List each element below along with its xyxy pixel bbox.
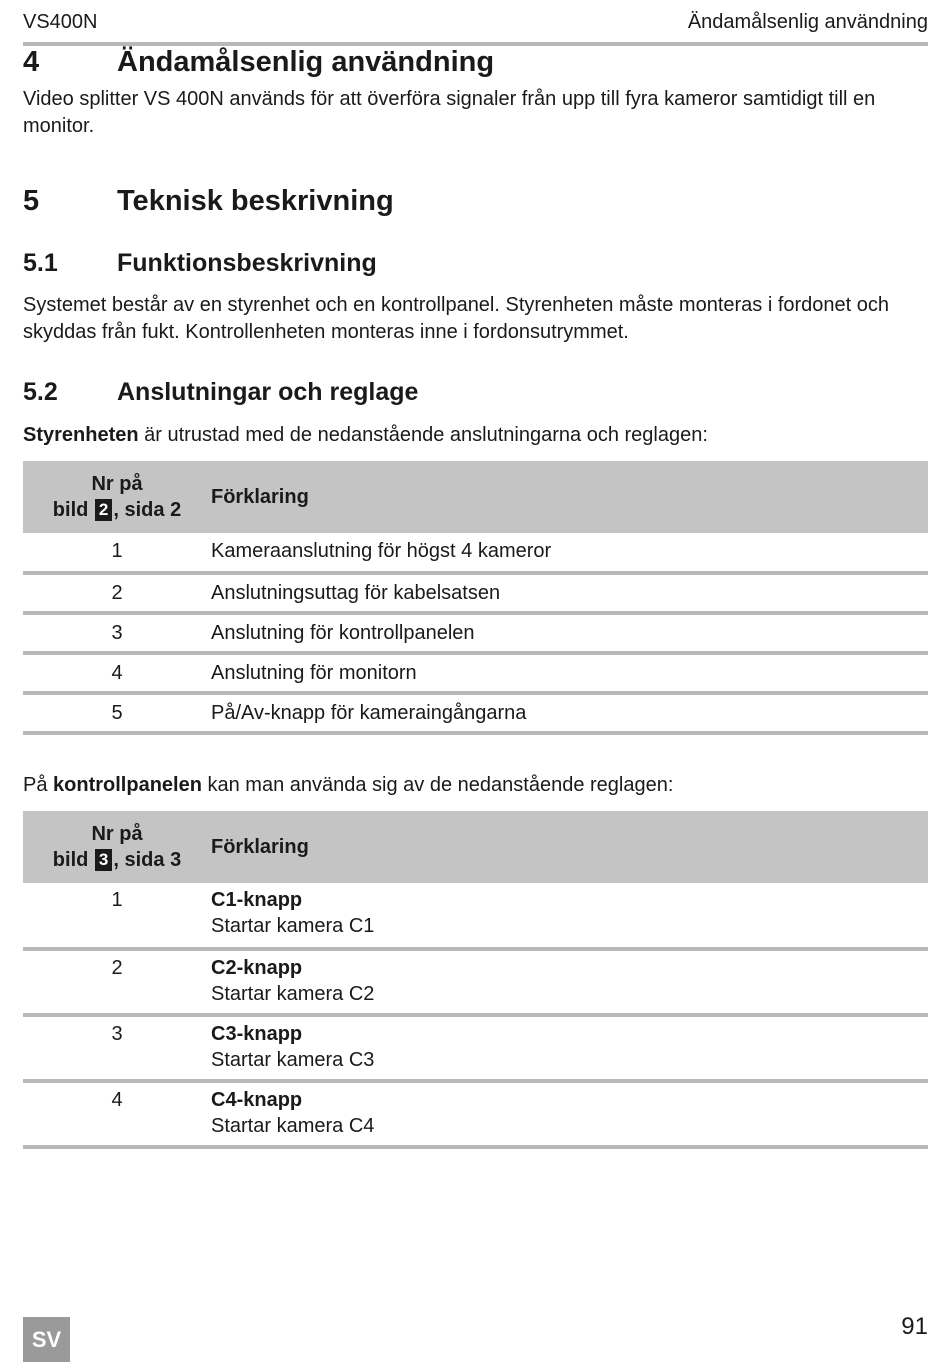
button-name: C4-knapp (211, 1089, 303, 1111)
row-number: 1 (23, 533, 211, 573)
table-header-row (23, 811, 928, 883)
row-explanation (211, 1015, 928, 1081)
button-description: Startar kamera C1 (211, 915, 375, 937)
row-number: 4 (23, 1081, 211, 1147)
button-name: C2-knapp (211, 957, 303, 979)
section-4-heading (23, 44, 494, 80)
row-explanation (211, 949, 928, 1015)
header-nr-line2 (23, 847, 211, 873)
table-row (23, 693, 928, 733)
section-5-1-title: Funktionsbeskrivning (117, 249, 377, 277)
section-4-title: Ändamålsenlig användning (117, 46, 495, 78)
page-number: 91 (901, 1313, 928, 1340)
table-row (23, 883, 928, 949)
section-5-2-intro (23, 422, 928, 449)
table-header-row (23, 461, 928, 533)
header-bild-label: bild (52, 499, 89, 521)
figure-badge: 2 (95, 499, 112, 521)
section-4-text: Video splitter VS 400N används för att överföra signaler från upp till fyra kameror samtidigt till en monitor. (23, 88, 876, 137)
controls-table (23, 811, 928, 1149)
row-number: 3 (23, 1015, 211, 1081)
row-explanation (211, 1081, 928, 1147)
section-5-2-number: 5.2 (23, 378, 58, 406)
running-header (23, 8, 928, 46)
header-sida-label: , sida 2 (113, 499, 182, 521)
row-number: 1 (23, 883, 211, 949)
table-row (23, 949, 928, 1015)
section-5-1-number: 5.1 (23, 249, 58, 277)
intro-bold-term: Styrenheten (23, 424, 139, 446)
button-description: Startar kamera C3 (211, 1049, 375, 1071)
table-row (23, 533, 928, 573)
panel-intro-pre: På (23, 774, 54, 796)
row-explanation: Anslutning för kontrollpanelen (211, 613, 928, 653)
column-header-nr (23, 461, 211, 533)
language-badge: SV (23, 1317, 70, 1362)
table-row (23, 613, 928, 653)
row-explanation: Anslutningsuttag för kabelsatsen (211, 573, 928, 613)
intro-rest: är utrustad med de nedanstående anslutningarna och reglagen: (138, 424, 708, 446)
header-sida-label: , sida 3 (113, 849, 182, 871)
row-number: 2 (23, 573, 211, 613)
header-model: VS400N (23, 11, 98, 33)
button-description: Startar kamera C4 (211, 1115, 375, 1137)
section-4-number: 4 (23, 46, 40, 78)
header-nr-line1: Nr på (91, 823, 143, 845)
header-bild-label: bild (52, 849, 89, 871)
table-row (23, 653, 928, 693)
button-name: C3-knapp (211, 1023, 303, 1045)
section-5-heading (23, 183, 394, 219)
table-row (23, 1081, 928, 1147)
column-header-explanation: Förklaring (211, 811, 928, 883)
header-nr-line2 (23, 497, 211, 523)
section-5-2-heading (23, 376, 418, 408)
row-explanation (211, 883, 928, 949)
section-5-1-heading (23, 247, 377, 279)
controls-table-body (23, 883, 928, 1147)
button-name: C1-knapp (211, 889, 303, 911)
row-explanation: Kameraanslutning för högst 4 kameror (211, 533, 928, 573)
section-5-1-text: Systemet består av en styrenhet och en kontrollpanel. Styrenheten måste monteras i fordonet och skyddas från fukt. Kontrollenheten monteras inne i fordonsutrymmet. (23, 294, 890, 343)
row-number: 3 (23, 613, 211, 653)
row-number: 2 (23, 949, 211, 1015)
row-explanation: Anslutning för monitorn (211, 653, 928, 693)
section-5-title: Teknisk beskrivning (117, 185, 394, 217)
header-chapter: Ändamålsenlig användning (687, 11, 928, 33)
panel-intro-post: kan man använda sig av de nedanstående reglagen: (201, 774, 674, 796)
figure-badge: 3 (95, 849, 112, 871)
section-5-number: 5 (23, 185, 40, 217)
header-nr-line1: Nr på (91, 473, 143, 495)
control-panel-intro (23, 772, 928, 799)
row-number: 4 (23, 653, 211, 693)
button-description: Startar kamera C2 (211, 983, 375, 1005)
table-row (23, 573, 928, 613)
column-header-explanation: Förklaring (211, 461, 928, 533)
connections-table (23, 461, 928, 735)
section-5-2-title: Anslutningar och reglage (117, 378, 419, 406)
row-explanation: På/Av-knapp för kameraingångarna (211, 693, 928, 733)
connections-table-body (23, 533, 928, 733)
table-row (23, 1015, 928, 1081)
row-number: 5 (23, 693, 211, 733)
column-header-nr (23, 811, 211, 883)
panel-intro-bold: kontrollpanelen (53, 774, 202, 796)
